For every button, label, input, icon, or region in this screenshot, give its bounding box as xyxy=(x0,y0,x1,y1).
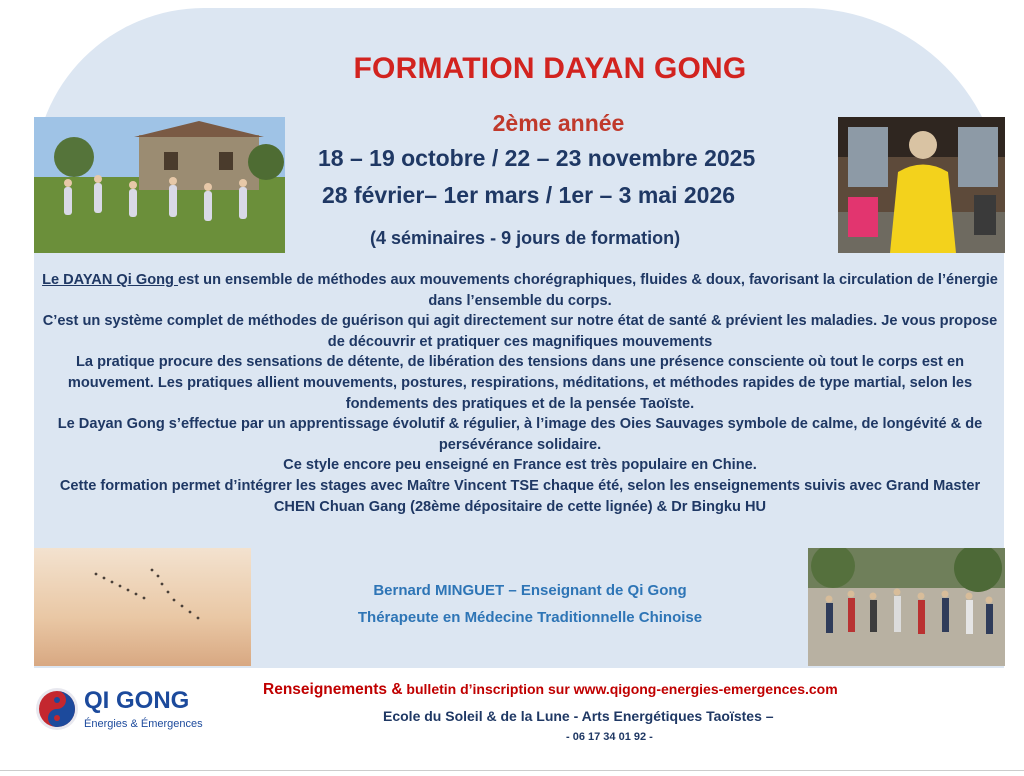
dayan-qigong-link-text: Le DAYAN Qi Gong xyxy=(42,272,179,288)
description-paragraph-1: Le DAYAN Qi Gong est un ensemble de méthodes aux mouvements chorégraphiques, fluides & doux, favorisant la circulation de l’énergie dans l’ensemble du corps. xyxy=(42,272,998,309)
description-paragraph-2: C’est un système complet de méthodes de guérison qui agit directement sur notre état de santé & prévient les maladies. Je vous propose de découvrir et pratiquer ces magnifiques mouvements xyxy=(42,313,998,350)
description-paragraph-5: Ce style encore peu enseigné en France est très populaire en Chine. xyxy=(283,457,757,474)
logo-icon xyxy=(34,686,80,732)
phone-number: - 06 17 34 01 92 - xyxy=(566,731,653,743)
description-paragraph-6: Cette formation permet d’intégrer les stages avec Maître Vincent TSE chaque été, selon les enseignements suivis avec Grand Master CHEN Chuan Gang (28ème dépositaire de cette lignée) & Dr Bingku HU xyxy=(59,477,981,515)
dates-line-1: 18 – 19 octobre / 22 – 23 novembre 2025 xyxy=(318,145,756,171)
seminars-summary: (4 séminaires - 9 jours de formation) xyxy=(370,228,681,248)
description-paragraph-3: La pratique procure des sensations de détente, de libération des tensions dans une présence consciente où tout le corps est en mouvement. Les pratiques allient mouvements, postures, respirations, méditations, et méthodes rapides de type martial, selon les fondements des pratiques et de la pensée Taoïste. xyxy=(67,354,973,412)
teacher-title: Thérapeute en Médecine Traditionnelle Chinoise xyxy=(357,609,703,626)
page-subtitle: 2ème année xyxy=(492,110,625,136)
park-practice-photo xyxy=(808,548,1005,666)
registration-website[interactable]: bulletin d’inscription sur www.qigong-energies-emergences.com xyxy=(402,681,838,697)
dates-line-2: 28 février– 1er mars / 1er – 3 mai 2026 xyxy=(322,182,736,208)
teacher-name: Bernard MINGUET – Enseignant de Qi Gong xyxy=(373,582,687,599)
registration-label: Renseignements & xyxy=(263,681,403,698)
master-portrait-photo xyxy=(838,117,1005,253)
description-text xyxy=(40,270,1000,517)
outdoor-practice-photo xyxy=(34,117,285,253)
description-paragraph-4: Le Dayan Gong s’effectue par un apprentissage évolutif & régulier, à l’image des Oies Sauvages symbole de calme, de longévité & de persévérance solidaire. xyxy=(57,416,983,453)
bottom-divider xyxy=(0,770,1024,771)
wild-geese-photo xyxy=(34,548,251,666)
page-title: FORMATION DAYAN GONG xyxy=(353,52,747,85)
school-name: Ecole du Soleil & de la Lune - Arts Energétiques Taoïstes – xyxy=(383,708,774,724)
registration-info xyxy=(263,681,838,699)
logo-tagline: Énergies & Émergences xyxy=(84,718,203,730)
logo-name: QI GONG xyxy=(84,687,190,714)
